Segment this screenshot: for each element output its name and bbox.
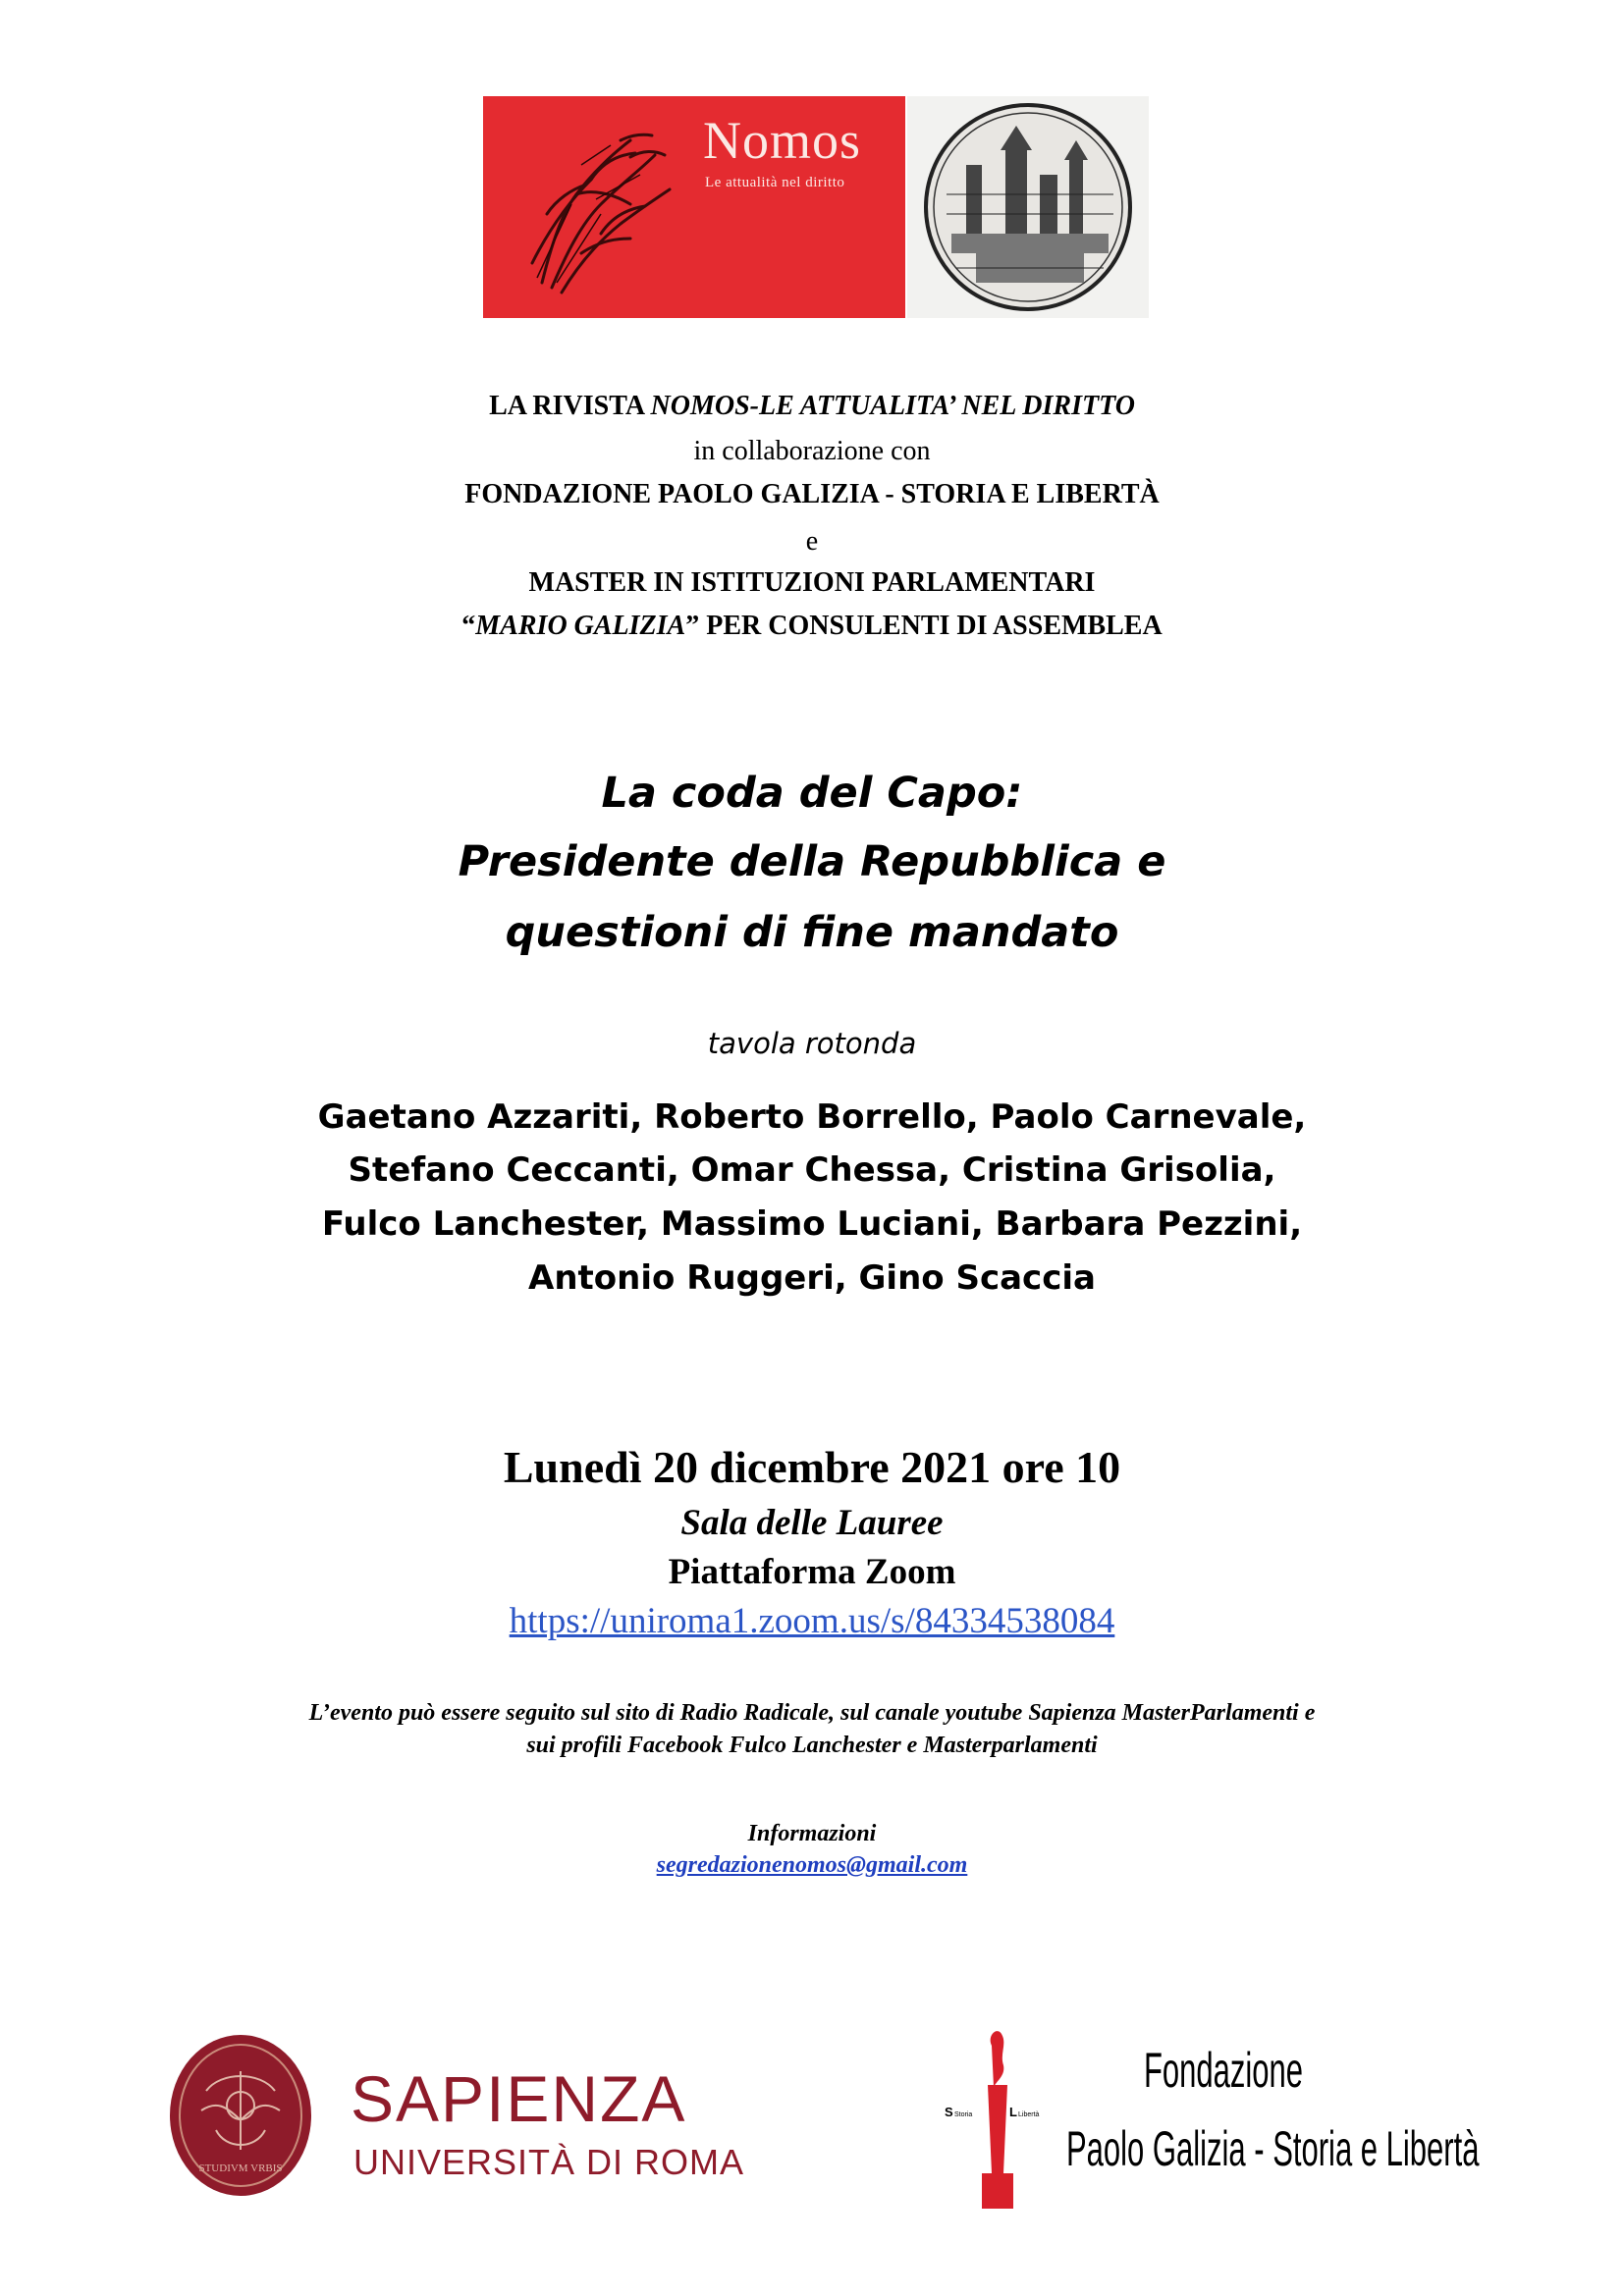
speakers-line: Fulco Lanchester, Massimo Luciani, Barbara Pezzini, xyxy=(321,1204,1303,1244)
sapienza-seal-icon xyxy=(167,2032,314,2199)
info-label: Informazioni xyxy=(747,1821,877,1846)
sapienza-subtitle: UNIVERSITÀ DI ROMA xyxy=(353,2142,745,2182)
event-subtitle: tavola rotonda xyxy=(707,1027,917,1060)
speakers-line: Antonio Ruggeri, Gino Scaccia xyxy=(528,1258,1096,1298)
header-conjunction: e xyxy=(805,526,819,557)
header-consulenti: ” PER CONSULENTI DI ASSEMBLEA xyxy=(685,611,1163,641)
streaming-note-line2: sui profili Facebook Fulco Lanchester e Masterparlamenti xyxy=(526,1733,1098,1758)
contact-email-link[interactable]: segredazionenomos@gmail.com xyxy=(656,1852,968,1878)
event-venue: Sala delle Lauree xyxy=(680,1503,944,1543)
hand-drawing-icon xyxy=(483,96,709,318)
header-master-name xyxy=(0,611,1624,641)
header-fondazione: FONDAZIONE PAOLO GALIZIA - STORIA E LIBERTÀ xyxy=(464,479,1160,509)
svg-text:Storia: Storia xyxy=(954,2111,973,2118)
nomos-wordmark: Nomos xyxy=(703,111,862,170)
nomos-logo xyxy=(483,96,1149,318)
engraving-image xyxy=(907,96,1149,318)
sapienza-name: SAPIENZA xyxy=(351,2062,687,2135)
svg-text:STUDIVM VRBIS: STUDIVM VRBIS xyxy=(198,2163,283,2174)
event-date: Lunedì 20 dicembre 2021 ore 10 xyxy=(503,1442,1121,1492)
svg-text:L: L xyxy=(1009,2105,1017,2119)
nomos-tagline: Le attualità nel diritto xyxy=(705,175,845,190)
fondazione-subtitle: Paolo Galizia - Storia e Libertà xyxy=(1066,2121,1480,2176)
header-mario-galizia: MARIO GALIZIA xyxy=(475,611,686,641)
speakers-line: Gaetano Azzariti, Roberto Borrello, Paolo Carnevale, xyxy=(317,1097,1307,1137)
header-open-quote: “ xyxy=(461,611,476,641)
fondazione-title: Fondazione xyxy=(1144,2043,1304,2098)
speakers-line: Stefano Ceccanti, Omar Chessa, Cristina Grisolia, xyxy=(348,1150,1276,1190)
svg-text:Libertà: Libertà xyxy=(1018,2111,1040,2118)
event-title-line1: La coda del Capo: xyxy=(601,769,1023,818)
streaming-note-line1: L’evento può essere seguito sul sito di Radio Radicale, sul canale youtube Sapienza MasterParlamenti e xyxy=(308,1700,1316,1726)
header-collaboration: in collaborazione con xyxy=(693,436,931,466)
header-line-rivista xyxy=(0,391,1624,421)
header-master: MASTER IN ISTITUZIONI PARLAMENTARI xyxy=(528,567,1096,598)
svg-text:S: S xyxy=(945,2105,953,2119)
nomos-logo-red-panel xyxy=(483,96,905,318)
zoom-link[interactable]: https://uniroma1.zoom.us/s/84334538084 xyxy=(509,1601,1115,1641)
header-rivista-name: NOMOS-LE ATTUALITA’ NEL DIRITTO xyxy=(650,391,1135,421)
fondazione-torch-icon xyxy=(943,2026,1051,2213)
event-title-line3: questioni di fine mandato xyxy=(505,908,1119,957)
event-title-line2: Presidente della Repubblica e xyxy=(458,837,1166,886)
header-rivista-prefix: LA RIVISTA xyxy=(489,391,651,421)
event-platform: Piattaforma Zoom xyxy=(668,1552,956,1592)
